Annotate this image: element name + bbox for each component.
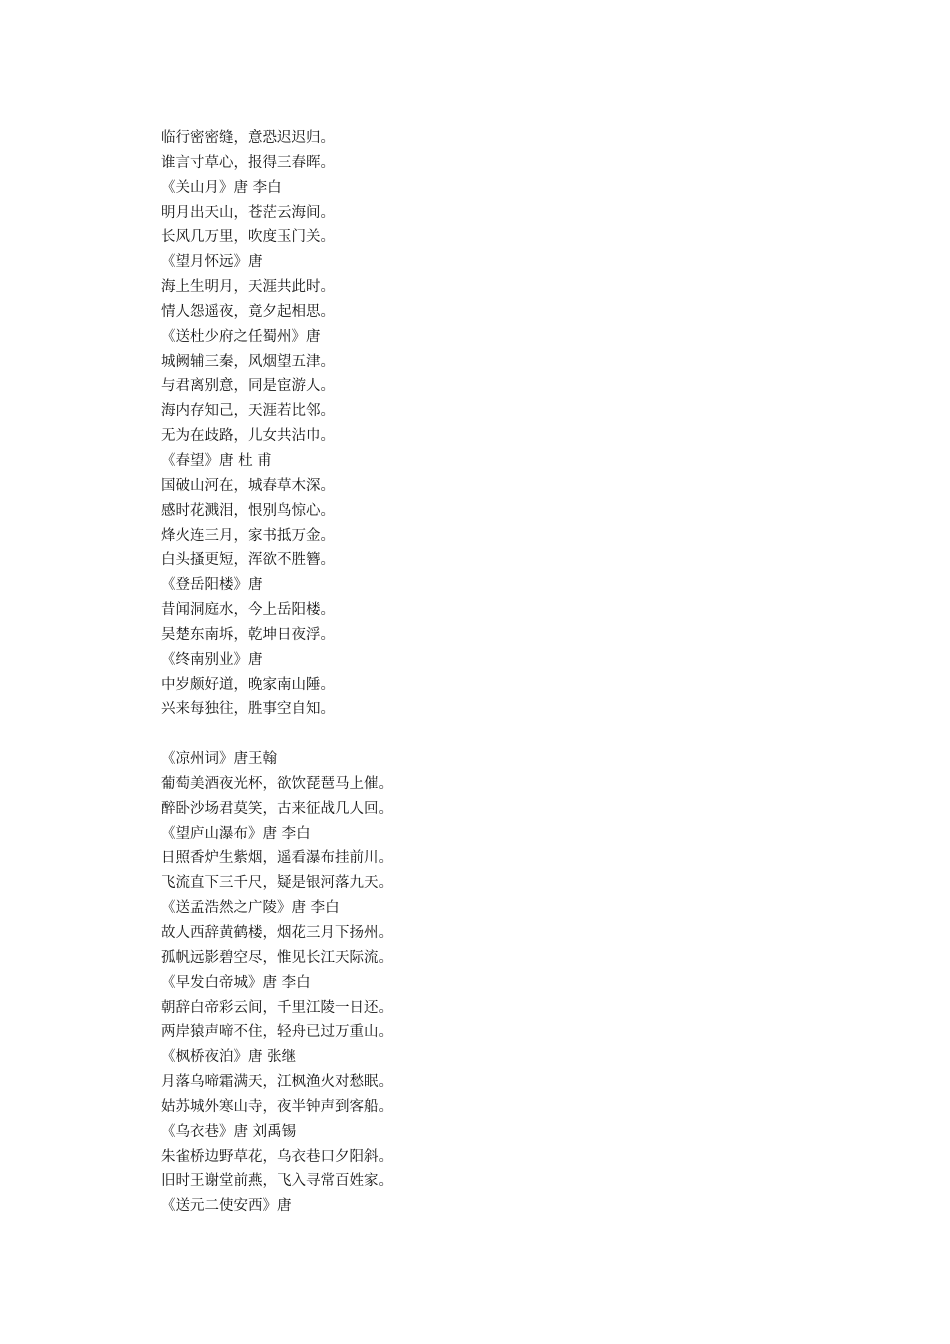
poem-title: 《望庐山瀑布》唐 李白	[161, 825, 311, 842]
text-line: 长风几万里，吹度玉门关。	[161, 229, 335, 246]
text-line: 谁言寸草心，报得三春晖。	[161, 154, 335, 171]
text-line: 无为在歧路，儿女共沾巾。	[161, 428, 335, 445]
poem-title: 《乌衣巷》唐 刘禹锡	[161, 1123, 297, 1140]
text-line: 中岁颇好道，晚家南山陲。	[161, 676, 335, 693]
text-line: 姑苏城外寒山寺，夜半钟声到客船。	[161, 1098, 393, 1115]
text-line: 醉卧沙场君莫笑，古来征战几人回。	[161, 800, 393, 817]
text-line: 昔闻洞庭水，今上岳阳楼。	[161, 602, 335, 619]
text-line: 临行密密缝，意恐迟迟归。	[161, 130, 335, 146]
text-line: 海上生明月，天涯共此时。	[161, 279, 335, 296]
poem-title: 《早发白帝城》唐 李白	[161, 974, 311, 991]
text-line: 吴楚东南坼，乾坤日夜浮。	[161, 626, 335, 643]
text-line: 葡萄美酒夜光杯，欲饮琵琶马上催。	[161, 775, 393, 792]
text-line: 日照香炉生紫烟，遥看瀑布挂前川。	[161, 850, 393, 867]
poem-title: 《送元二使安西》唐	[161, 1198, 292, 1215]
text-line: 朝辞白帝彩云间，千里江陵一日还。	[161, 999, 393, 1016]
text-line: 明月出天山，苍茫云海间。	[161, 204, 335, 221]
text-line: 情人怨遥夜，竟夕起相思。	[161, 303, 335, 320]
text-line: 故人西辞黄鹤楼，烟花三月下扬州。	[161, 925, 393, 941]
text-line: 朱雀桥边野草花，乌衣巷口夕阳斜。	[161, 1148, 393, 1165]
text-line: 国破山河在，城春草木深。	[161, 477, 335, 494]
poem-title: 《登岳阳楼》唐	[161, 577, 263, 594]
text-line: 海内存知己，天涯若比邻。	[161, 403, 335, 420]
text-line: 城阙辅三秦，风烟望五津。	[161, 353, 335, 370]
poem-title: 《望月怀远》唐	[161, 254, 263, 271]
text-line: 烽火连三月，家书抵万金。	[161, 527, 335, 544]
blank-line	[161, 722, 781, 747]
poem-title: 《关山月》唐 李白	[161, 179, 282, 196]
text-line: 孤帆远影碧空尽，惟见长江天际流。	[161, 949, 393, 966]
text-line: 兴来每独往，胜事空自知。	[161, 701, 335, 718]
text-line: 飞流直下三千尺，疑是银河落九天。	[161, 875, 393, 892]
text-line: 与君离别意，同是宦游人。	[161, 378, 335, 395]
poem-title: 《凉州词》唐王翰	[161, 751, 277, 768]
poem-title: 《送孟浩然之广陵》唐 李白	[161, 900, 340, 917]
text-line: 感时花溅泪，恨别鸟惊心。	[161, 502, 335, 519]
poem-title: 《终南别业》唐	[161, 651, 263, 668]
poem-title: 《枫桥夜泊》唐 张继	[161, 1049, 297, 1066]
text-line: 两岸猿声啼不住，轻舟已过万重山。	[161, 1024, 393, 1041]
text-line: 旧时王谢堂前燕，飞入寻常百姓家。	[161, 1173, 393, 1190]
poem-title: 《送杜少府之任蜀州》唐	[161, 328, 321, 345]
text-line: 白头搔更短，浑欲不胜簪。	[161, 552, 335, 569]
poem-title: 《春望》唐 杜 甫	[161, 452, 272, 469]
text-line: 月落乌啼霜满天，江枫渔火对愁眠。	[161, 1074, 393, 1091]
poem-text	[161, 126, 781, 1219]
